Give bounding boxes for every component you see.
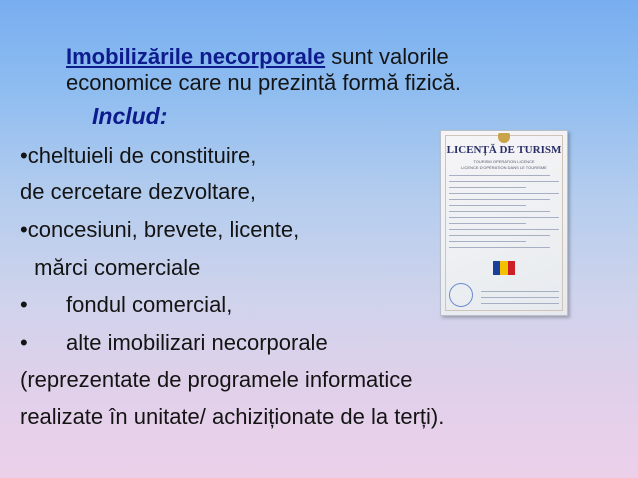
closing-line-1: (reprezentate de programele informatice [20,367,413,392]
heading-line-1 [66,44,449,70]
bullet-icon: • [20,292,28,317]
list-item: fondul comercial, [66,292,233,317]
closing-line-2: realizate în unitate/ achiziționate de la terți). [20,404,445,429]
list-item: mărci comerciale [28,255,201,280]
list-item: •cheltuieli de constituire, [20,143,257,168]
heading-line-2: economice care nu prezintă formă fizică. [66,70,461,95]
flag-icon [493,261,515,275]
license-subtitle: LICENCE D'OPÉRATION DANS LE TOURISME [461,165,547,170]
license-title: LICENȚĂ DE TURISM [446,144,562,156]
list-item: alte imobilizari necorporale [66,330,328,355]
license-image [440,130,568,316]
list-item: •concesiuni, brevete, licente, [20,217,300,242]
heading-rest: sunt valorile [325,44,449,69]
list-item: de cercetare dezvoltare, [20,179,257,204]
license-subtitle: TOURISM OPERATION LICENCE [473,159,535,164]
stamp-icon [449,283,473,307]
bullet-icon: • [20,330,28,355]
heading-term: Imobilizările necorporale [66,44,326,69]
include-label: Includ: [92,103,168,129]
license-text-lines [449,175,559,253]
license-footer-lines [481,291,559,309]
